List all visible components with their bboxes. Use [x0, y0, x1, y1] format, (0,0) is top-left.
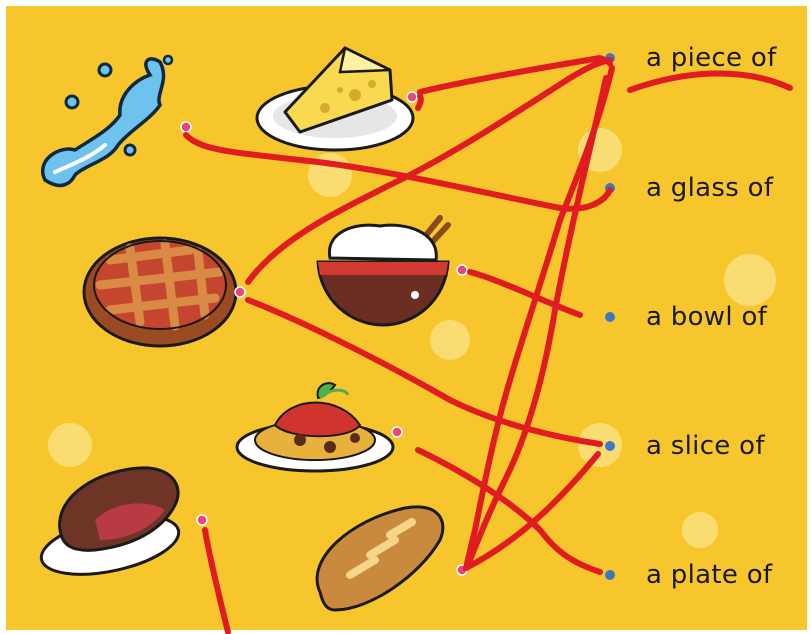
label-a-piece-of: a piece of	[646, 43, 777, 73]
pie-icon	[84, 238, 236, 346]
spaghetti-icon	[237, 383, 393, 471]
label-a-bowl-of: a bowl of	[646, 302, 768, 332]
cheese-icon	[257, 48, 413, 150]
label-a-plate-of: a plate of	[646, 560, 773, 590]
bread-icon	[317, 507, 443, 610]
label-a-slice-of: a slice of	[646, 431, 765, 461]
label-a-glass-of: a glass of	[646, 173, 774, 203]
rice-bowl-icon	[318, 218, 448, 325]
water-icon	[43, 56, 172, 185]
steak-icon	[36, 468, 184, 585]
